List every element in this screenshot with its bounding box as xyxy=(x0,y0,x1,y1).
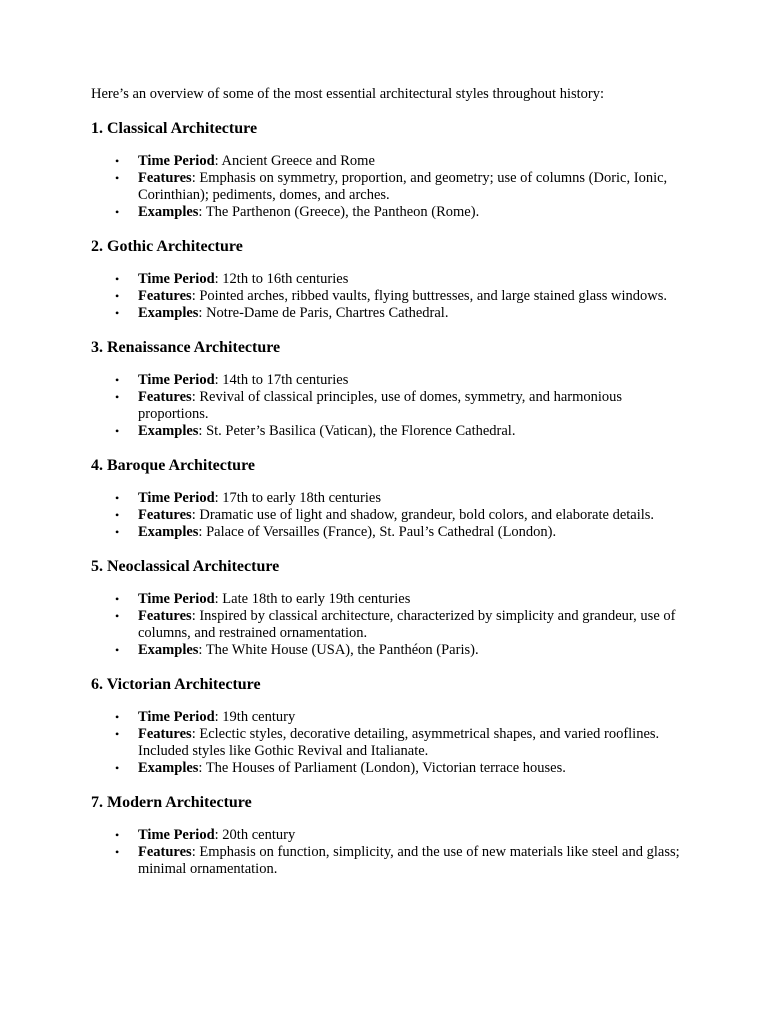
section-heading: 3. Renaissance Architecture xyxy=(91,339,281,356)
list-item xyxy=(91,760,691,777)
item-term: Examples xyxy=(138,760,199,776)
list-item xyxy=(91,642,691,659)
item-text: : 20th century xyxy=(214,827,296,843)
item-text: : Inspired by classical architecture, characterized by simplicity and grandeur, use of columns, and restrained ornamentation. xyxy=(138,608,676,641)
bullet-list xyxy=(91,153,691,221)
bullet-icon: • xyxy=(115,289,120,303)
list-item xyxy=(91,827,691,844)
section-heading: 2. Gothic Architecture xyxy=(91,238,243,255)
item-term: Time Period xyxy=(138,372,215,388)
item-text: : The Parthenon (Greece), the Pantheon (Rome). xyxy=(198,204,480,220)
item-text: : Palace of Versailles (France), St. Paul’s Cathedral (London). xyxy=(198,524,557,540)
bullet-list xyxy=(91,490,691,541)
section xyxy=(91,557,691,659)
section xyxy=(91,456,691,541)
bullet-icon: • xyxy=(115,609,120,623)
bullet-list xyxy=(91,709,691,777)
section xyxy=(91,119,691,221)
bullet-list xyxy=(91,372,691,440)
item-term: Features xyxy=(138,507,192,523)
bullet-icon: • xyxy=(115,373,120,387)
item-text: : Pointed arches, ribbed vaults, flying buttresses, and large stained glass windows. xyxy=(191,288,668,304)
bullet-icon: • xyxy=(115,525,120,539)
item-term: Time Period xyxy=(138,271,215,287)
item-term: Time Period xyxy=(138,490,215,506)
item-term: Examples xyxy=(138,524,199,540)
item-term: Features xyxy=(138,726,192,742)
item-term: Time Period xyxy=(138,827,215,843)
document-page xyxy=(91,85,691,894)
bullet-icon: • xyxy=(115,154,120,168)
bullet-icon: • xyxy=(115,424,120,438)
item-term: Examples xyxy=(138,423,199,439)
list-item xyxy=(91,591,691,608)
list-item xyxy=(91,608,691,642)
bullet-icon: • xyxy=(115,845,120,859)
item-term: Features xyxy=(138,389,192,405)
item-term: Features xyxy=(138,844,192,860)
list-item xyxy=(91,709,691,726)
item-term: Examples xyxy=(138,305,199,321)
list-item xyxy=(91,490,691,507)
intro-paragraph: Here’s an overview of some of the most essential architectural styles throughout history: xyxy=(91,86,605,102)
bullet-icon: • xyxy=(115,491,120,505)
list-item xyxy=(91,389,691,423)
item-text: : Ancient Greece and Rome xyxy=(214,153,375,169)
bullet-icon: • xyxy=(115,643,120,657)
item-text: : 19th century xyxy=(214,709,296,725)
item-term: Features xyxy=(138,170,192,186)
item-text: : Late 18th to early 19th centuries xyxy=(214,591,411,607)
item-term: Features xyxy=(138,608,192,624)
list-item xyxy=(91,507,691,524)
item-term: Time Period xyxy=(138,591,215,607)
section-heading: 7. Modern Architecture xyxy=(91,794,252,811)
item-term: Features xyxy=(138,288,192,304)
item-text: : 12th to 16th centuries xyxy=(214,271,349,287)
item-text: : The Houses of Parliament (London), Victorian terrace houses. xyxy=(198,760,566,776)
section xyxy=(91,675,691,777)
item-text: : Dramatic use of light and shadow, grandeur, bold colors, and elaborate details. xyxy=(191,507,655,523)
list-item xyxy=(91,726,691,760)
sections-container xyxy=(91,119,691,878)
list-item xyxy=(91,288,691,305)
bullet-list xyxy=(91,827,691,878)
bullet-icon: • xyxy=(115,205,120,219)
item-term: Time Period xyxy=(138,709,215,725)
section-heading: 4. Baroque Architecture xyxy=(91,457,255,474)
item-text: : Eclectic styles, decorative detailing, asymmetrical shapes, and varied rooflines. Included styles like Gothic Revival and Italianate. xyxy=(138,726,660,759)
section xyxy=(91,338,691,440)
item-text: : Emphasis on symmetry, proportion, and geometry; use of columns (Doric, Ionic, Corinthian); pediments, domes, and arches. xyxy=(138,170,668,203)
item-text: : St. Peter’s Basilica (Vatican), the Florence Cathedral. xyxy=(198,423,516,439)
item-term: Examples xyxy=(138,204,199,220)
list-item xyxy=(91,372,691,389)
item-term: Examples xyxy=(138,642,199,658)
bullet-list xyxy=(91,591,691,659)
bullet-icon: • xyxy=(115,508,120,522)
item-text: : Revival of classical principles, use of domes, symmetry, and harmonious proportions. xyxy=(138,389,623,422)
item-text: : Notre-Dame de Paris, Chartres Cathedral. xyxy=(198,305,449,321)
bullet-icon: • xyxy=(115,828,120,842)
item-text: : 14th to 17th centuries xyxy=(214,372,349,388)
section xyxy=(91,793,691,878)
section-heading: 6. Victorian Architecture xyxy=(91,676,261,693)
section-heading: 5. Neoclassical Architecture xyxy=(91,558,280,575)
section xyxy=(91,237,691,322)
item-text: : The White House (USA), the Panthéon (Paris). xyxy=(198,642,479,658)
bullet-icon: • xyxy=(115,761,120,775)
item-text: : 17th to early 18th centuries xyxy=(214,490,381,506)
list-item xyxy=(91,153,691,170)
bullet-icon: • xyxy=(115,272,120,286)
list-item xyxy=(91,170,691,204)
section-heading: 1. Classical Architecture xyxy=(91,120,258,137)
list-item xyxy=(91,305,691,322)
list-item xyxy=(91,271,691,288)
bullet-icon: • xyxy=(115,592,120,606)
bullet-icon: • xyxy=(115,727,120,741)
list-item xyxy=(91,204,691,221)
bullet-icon: • xyxy=(115,390,120,404)
list-item xyxy=(91,423,691,440)
item-term: Time Period xyxy=(138,153,215,169)
bullet-icon: • xyxy=(115,171,120,185)
item-text: : Emphasis on function, simplicity, and the use of new materials like steel and glass; minimal ornamentation. xyxy=(138,844,680,877)
list-item xyxy=(91,844,691,878)
bullet-icon: • xyxy=(115,710,120,724)
bullet-icon: • xyxy=(115,306,120,320)
bullet-list xyxy=(91,271,691,322)
list-item xyxy=(91,524,691,541)
